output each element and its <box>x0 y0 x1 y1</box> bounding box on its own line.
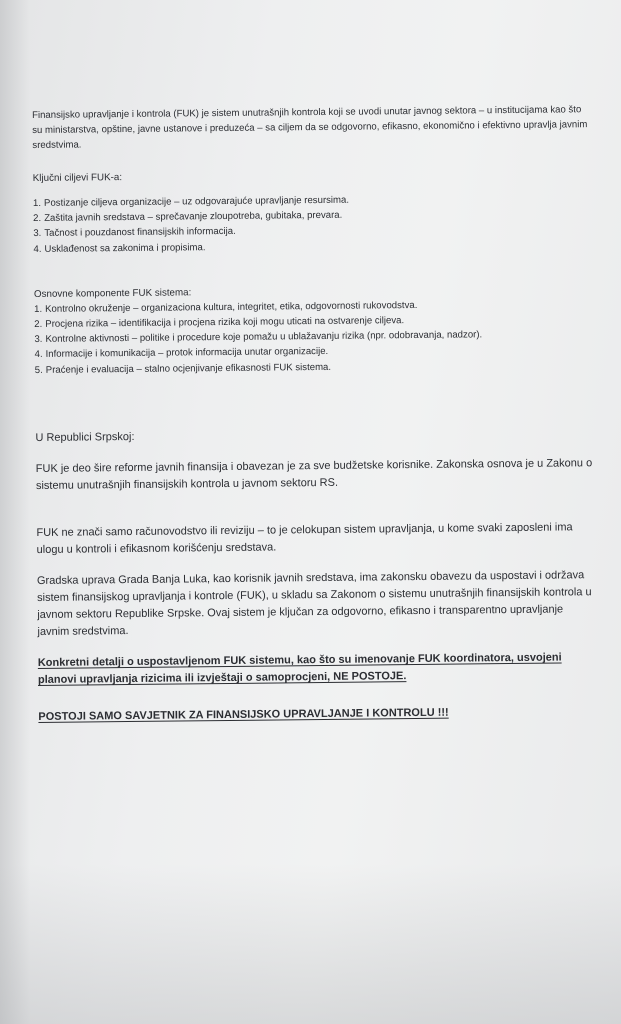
list-item: 2. Procjena rizika – identifikacija i procjena rizika koji mogu uticati na ostvarenje ciljeva. <box>34 315 405 331</box>
srpska-paragraph-3: Gradska uprava Grada Banja Luka, kao korisnik javnih sredstava, ima zakonsku obavezu da uspostavi i održava sistem finansijskog upravljanja i kontrole (FUK), u skladu sa Zakonom o sistemu unutrašnjih finansijskih kontrola u javnom sektoru Republike Srpske. Ovaj sistem je ključan za odgovorno, efikasno i transparentno upravljanje javnim sredstvima. <box>36 569 592 638</box>
srpska-conclusion: POSTOJI SAMO SAVJETNIK ZA FINANSIJSKO UPRAVLJANJE I KONTROLU !!! <box>38 706 449 723</box>
goals-list <box>33 190 594 257</box>
list-item: 3. Kontrolne aktivnosti – politike i procedure koje pomažu u ublažavanju rizika (npr. odobravanja, nadzor). <box>34 329 483 346</box>
list-item: 4. Usklađenost sa zakonima i propisima. <box>33 241 206 255</box>
srpska-notice: Konkretni detalji o uspostavljenom FUK sistemu, kao što su imenovanje FUK koordinatora, usvojeni planovi upravljanja rizicima ili izvještaji o samoprocjeni, NE POSTOJE. <box>37 651 562 686</box>
list-item: 2. Zaštita javnih sredstava – sprečavanje zloupotreba, gubitaka, prevara. <box>33 209 343 225</box>
srpska-paragraph-2: FUK ne znači samo računovodstvo ili reviziju – to je celokupan sistem upravljanja, u kome svaki zaposleni ima ulogu u kontroli i efikasnom korišćenju sredstava. <box>36 521 573 556</box>
components-list <box>34 296 595 378</box>
srpska-heading: U Republici Srpskoj: <box>35 430 135 444</box>
list-item: 5. Praćenje i evaluacija – stalno ocjenjivanje efikasnosti FUK sistema. <box>34 361 332 376</box>
components-heading: Osnovne komponente FUK sistema: <box>33 287 192 300</box>
list-item: 1. Postizanje ciljeva organizacije – uz odgovarajuće upravljanje resursima. <box>32 194 350 209</box>
document-body <box>32 102 598 726</box>
goals-heading: Ključni ciljevi FUK-a: <box>32 172 123 184</box>
intro-paragraph: Finansijsko upravljanje i kontrola (FUK) je sistem unutrašnjih kontrola koji se uvodi unutar javnog sektora – u institucijama kao što su ministarstva, opštine, javne ustanove i preduzeća – sa ciljem da se odgovorno, efikasno, ekonomično i efektivno upravlja javnim sredstvima. <box>32 104 588 151</box>
page-shadow-bottom <box>0 864 621 1024</box>
list-item: 4. Informacije i komunikacija – protok informacija unutar organizacije. <box>34 346 329 361</box>
srpska-paragraph-1: FUK je deo šire reforme javnih finansija i obavezan je za sve budžetske korisnike. Zakonska osnova je u Zakonu o sistemu unutrašnjih finansijskih kontrola u javnom sektoru RS. <box>35 456 593 492</box>
list-item: 3. Tačnost i pouzdanost finansijskih informacija. <box>33 226 236 240</box>
list-item: 1. Kontrolno okruženje – organizaciona kultura, integritet, etika, odgovornosti rukovodstva. <box>34 299 418 315</box>
